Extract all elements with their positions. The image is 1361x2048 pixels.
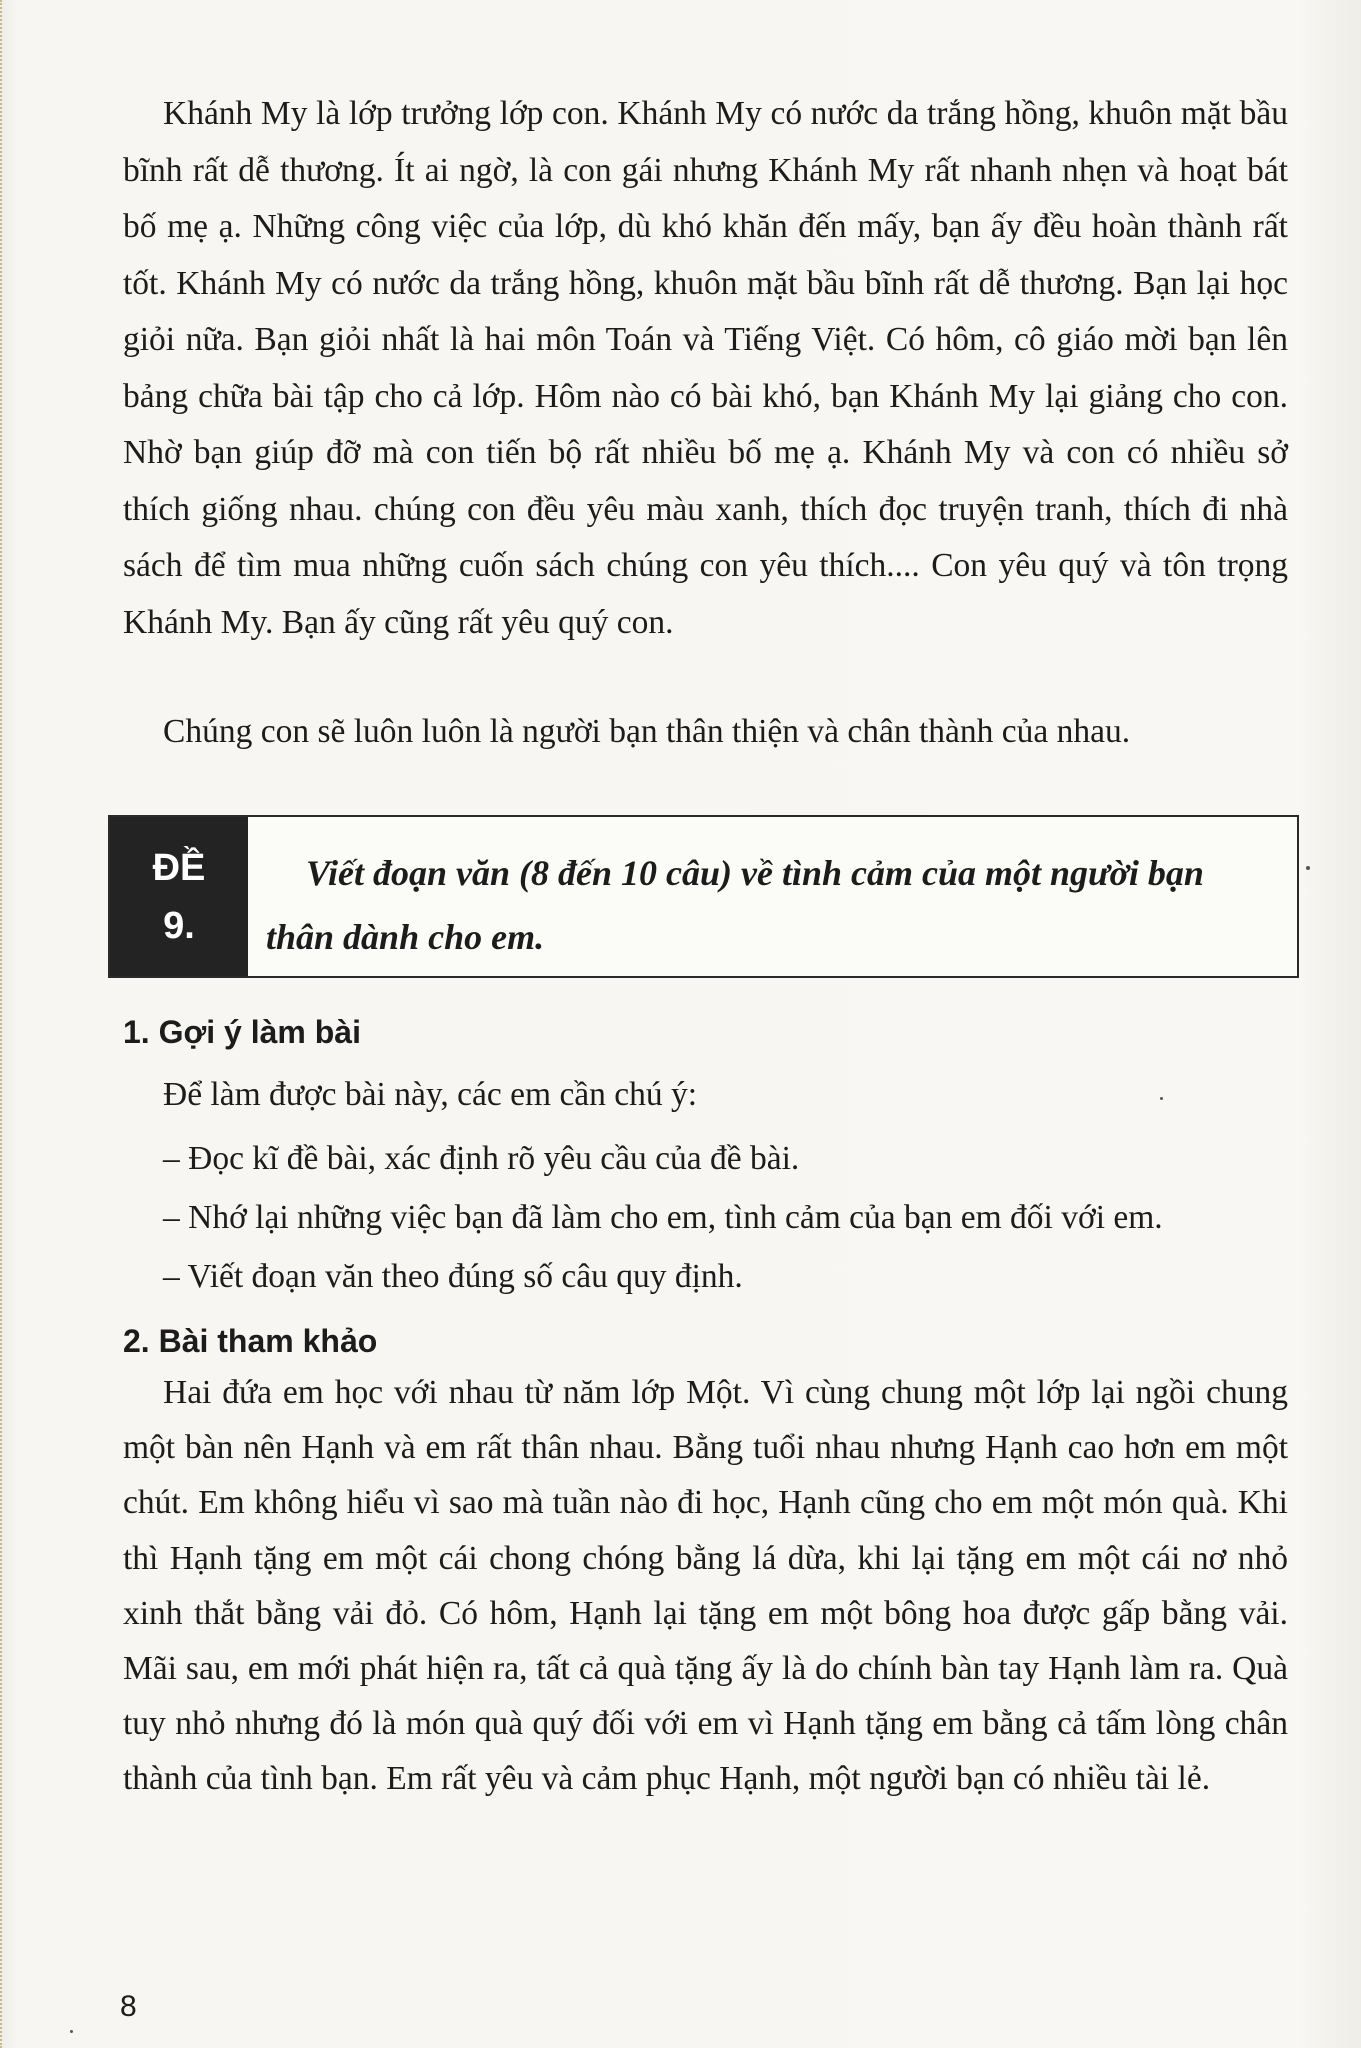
task-box xyxy=(108,815,1299,978)
task-prompt: Viết đoạn văn (8 đến 10 câu) về tình cảm của một người bạn thân dành cho em. xyxy=(266,853,1204,957)
hints-intro: Để làm được bài này, các em cần chú ý: xyxy=(163,1076,698,1113)
task-label-number: 9. xyxy=(163,904,195,947)
task-label-word: ĐỀ xyxy=(152,846,206,889)
hint-item: – Viết đoạn văn theo đúng số câu quy định. xyxy=(163,1258,743,1295)
print-speck xyxy=(1160,1097,1163,1100)
page-number: 8 xyxy=(120,1990,137,2023)
hint-item: – Đọc kĩ đề bài, xác định rõ yêu cầu của đề bài. xyxy=(163,1140,800,1177)
page-binding-edge xyxy=(0,0,6,2048)
print-speck xyxy=(1306,866,1310,870)
sample-paragraph: Hai đứa em học với nhau từ năm lớp Một. Vì cùng chung một lớp lại ngồi chung một bàn nên Hạnh và em rất thân nhau. Bằng tuổi nhau nhưng Hạnh cao hơn em một chút. Em không hiểu vì sao mà tuần nào đi học, Hạnh cũng cho em một món quà. Khi thì Hạnh tặng em một cái chong chóng bằng lá dừa, khi lại tặng em một cái nơ nhỏ xinh thắt bằng vải đỏ. Có hôm, Hạnh lại tặng em một bông hoa được gấp bằng vải. Mãi sau, em mới phát hiện ra, tất cả quà tặng ấy là do chính bàn tay Hạnh làm ra. Quà tuy nhỏ nhưng đó là món quà quý đối với em vì Hạnh tặng em bằng cả tấm lòng chân thành của tình bạn. Em rất yêu và cảm phục Hạnh, một người bạn có nhiều tài lẻ. xyxy=(123,1374,1288,1798)
task-label xyxy=(110,817,248,976)
hint-item: – Nhớ lại những việc bạn đã làm cho em, tình cảm của bạn em đối với em. xyxy=(163,1199,1163,1236)
print-speck xyxy=(70,2030,73,2033)
passage-paragraph-2: Chúng con sẽ luôn luôn là người bạn thân thiện và chân thành của nhau. xyxy=(163,713,1131,750)
section-heading-hints: 1. Gợi ý làm bài xyxy=(123,1014,361,1050)
passage-paragraph-1: Khánh My là lớp trưởng lớp con. Khánh My có nước da trắng hồng, khuôn mặt bầu bĩnh rất dễ thương. Ít ai ngờ, là con gái nhưng Khánh My rất nhanh nhẹn và hoạt bát bố mẹ ạ. Những công việc của lớp, dù khó khăn đến mấy, bạn ấy đều hoàn thành rất tốt. Khánh My có nước da trắng hồng, khuôn mặt bầu bĩnh rất dễ thương. Bạn lại học giỏi nữa. Bạn giỏi nhất là hai môn Toán và Tiếng Việt. Có hôm, cô giáo mời bạn lên bảng chữa bài tập cho cả lớp. Hôm nào có bài khó, bạn Khánh My lại giảng cho con. Nhờ bạn giúp đỡ mà con tiến bộ rất nhiều bố mẹ ạ. Khánh My và con có nhiều sở thích giống nhau. chúng con đều yêu màu xanh, thích đọc truyện tranh, thích đi nhà sách để tìm mua những cuốn sách chúng con yêu thích.... Con yêu quý và tôn trọng Khánh My. Bạn ấy cũng rất yêu quý con. xyxy=(123,95,1288,641)
section-heading-sample: 2. Bài tham khảo xyxy=(123,1323,378,1359)
hints-list xyxy=(163,1129,1163,1306)
